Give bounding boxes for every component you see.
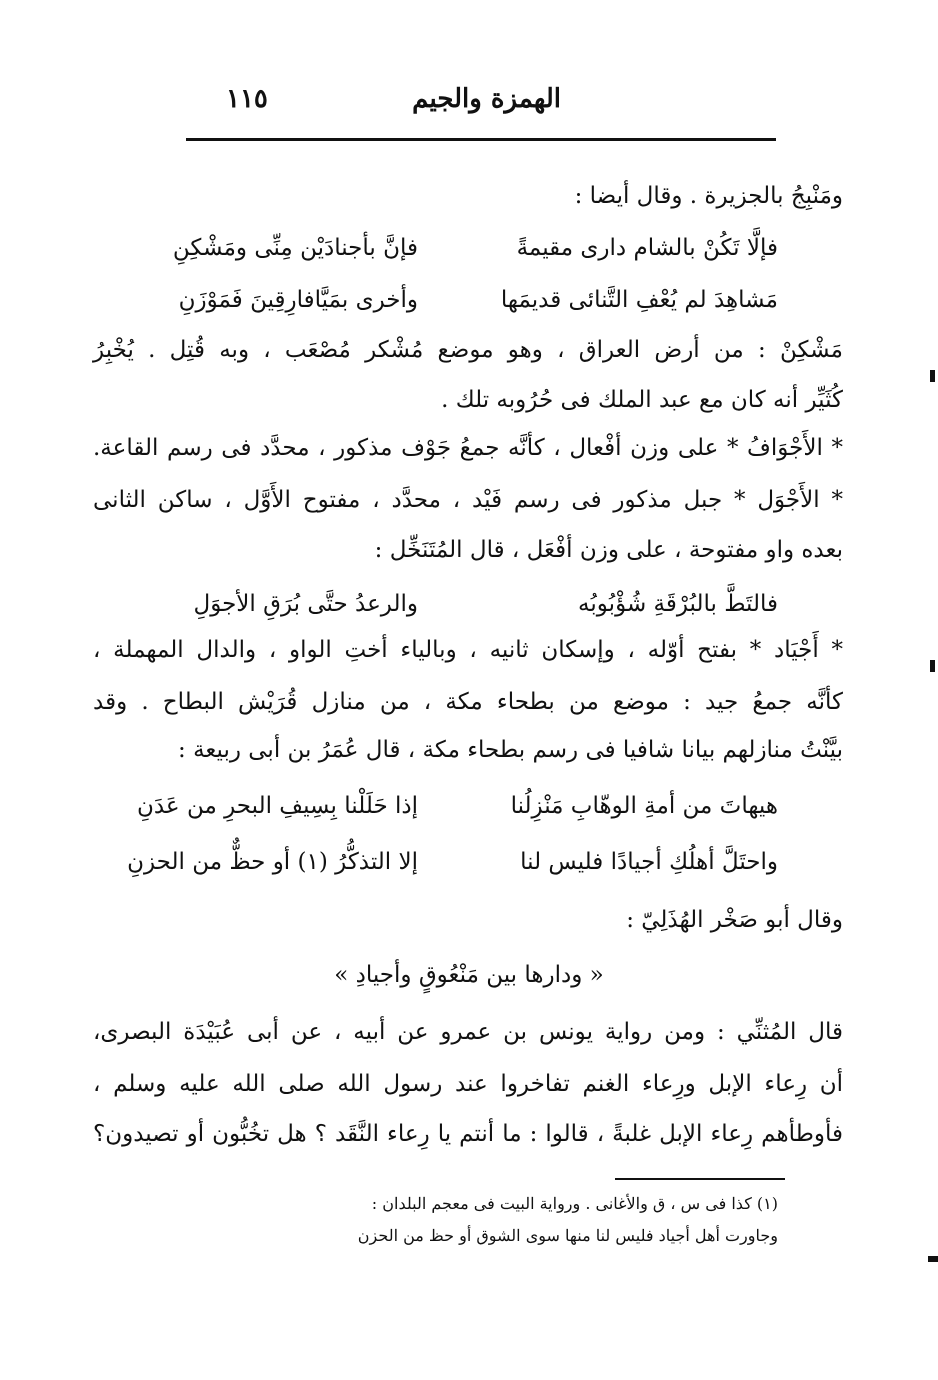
scan-mark [928,1256,938,1262]
verse-first-hemistich: هيهاتَ من أمةِ الوهّابِ مَنْزِلُنا [510,793,778,819]
text-line: كأنَّه جمعُ جيد : موضع من بطحاء مكة ، من منازل قُرَيْش البطاح . وقد [93,689,843,715]
verse-second-hemistich: فإنَّ بأجنادَيْن مِنِّى ومَشْكِنِ [172,235,418,261]
verse-second-hemistich: إذا حَلَلْنا بِسِيفِ البحرِ من عَدَنِ [136,793,418,819]
verse-first-hemistich: فالتَطَّ بالبُرْقَةِ شُؤْبُوبُه [578,591,778,617]
text-line: وقال أبو صَخْر الهُذَلِيّ : [626,907,843,933]
page-number: ١١٥ [226,84,268,114]
header-rule [186,138,776,141]
text-line: فأوطأهم رِعاء الإبل غلبةً ، قالوا : ما أنتم يا رِعاء النَّقَد ؟ هل تخُبُّون أو تصيدون؟ [93,1121,843,1147]
verse-first-hemistich: واحتَلَّ أهلُكِ أجيادًا فليس لنا [520,849,778,875]
text-line: كُثَيِّر أنه كان مع عبد الملك فى حُرُوبه تلك . [441,387,843,413]
footnote-line: وجاورت أهل أجياد فليس لنا منها سوى الشوق أو حظ من الحزن [357,1226,778,1245]
text-line: * أَجْيَاد * بفتح أوّله ، وإسكان ثانيه ، وبالياء أختِ الواو ، والدال المهملة ، [93,637,843,663]
verse-second-hemistich: والرعدُ حتَّى بُرَقِ الأجوَلِ [193,591,418,617]
text-line: * الأَجْوَل * جبل مذكور فى رسم فَيْد ، محدَّد ، مفتوح الأَوَّل ، ساكن الثانى [93,487,843,513]
text-line: * الأَجْوَافُ * على وزن أفْعال ، كأنَّه جمعُ جَوْف مذكور ، محدَّد فى رسم القاعة. [93,435,843,461]
running-title: الهمزة والجيم [412,84,561,114]
text-line: قال المُثنِّي : ومن رواية يونس بن عمرو عن أبيه ، عن أبى عُبَيْدَة البصرى، [93,1019,843,1045]
verse-second-hemistich: وأخرى بمَيَّافارِقِينَ فَمَوْزَنِ [178,287,418,313]
text-line: ومَنْبِجُ بالجزيرة . وقال أيضا : [574,183,843,209]
text-line: بعده واو مفتوحة ، على وزن أفْعَل ، قال المُتَنَخِّل : [374,537,843,563]
footnote-rule [615,1178,785,1180]
page-header [186,78,776,122]
scan-mark [930,660,935,672]
verse-second-hemistich: إلا التذكُّرُ (١) أو حظٌّ من الحزنِ [127,849,418,875]
verse-first-hemistich: مَشاهِدَ لم يُعْفِ التَّنائى قديمَها [500,287,778,313]
text-line: مَشْكِنْ : من أرض العراق ، وهو موضع مُشْكر مُصْعَب ، وبه قُتِل . يُخْبِرُ [93,337,843,363]
text-line: أن رِعاء الإبل ورِعاء الغنم تفاخروا عند رسول الله صلى الله عليه وسلم ، [93,1071,843,1097]
centered-verse: « ودارها بين مَنْعُوقٍ وأجيادِ » [334,962,604,988]
verse-first-hemistich: فإلَّا تَكُنْ بالشام دارى مقيمةً [516,235,778,261]
footnote-line: (١) كذا فى س ، ق والأغانى . ورواية البيت فى معجم البلدان : [371,1194,778,1213]
text-line: بيَّنْتُ منازلهم بيانا شافيا فى رسم بطحاء مكة ، قال عُمَرُ بن أبى ربيعة : [178,737,843,763]
scan-mark [930,370,935,382]
